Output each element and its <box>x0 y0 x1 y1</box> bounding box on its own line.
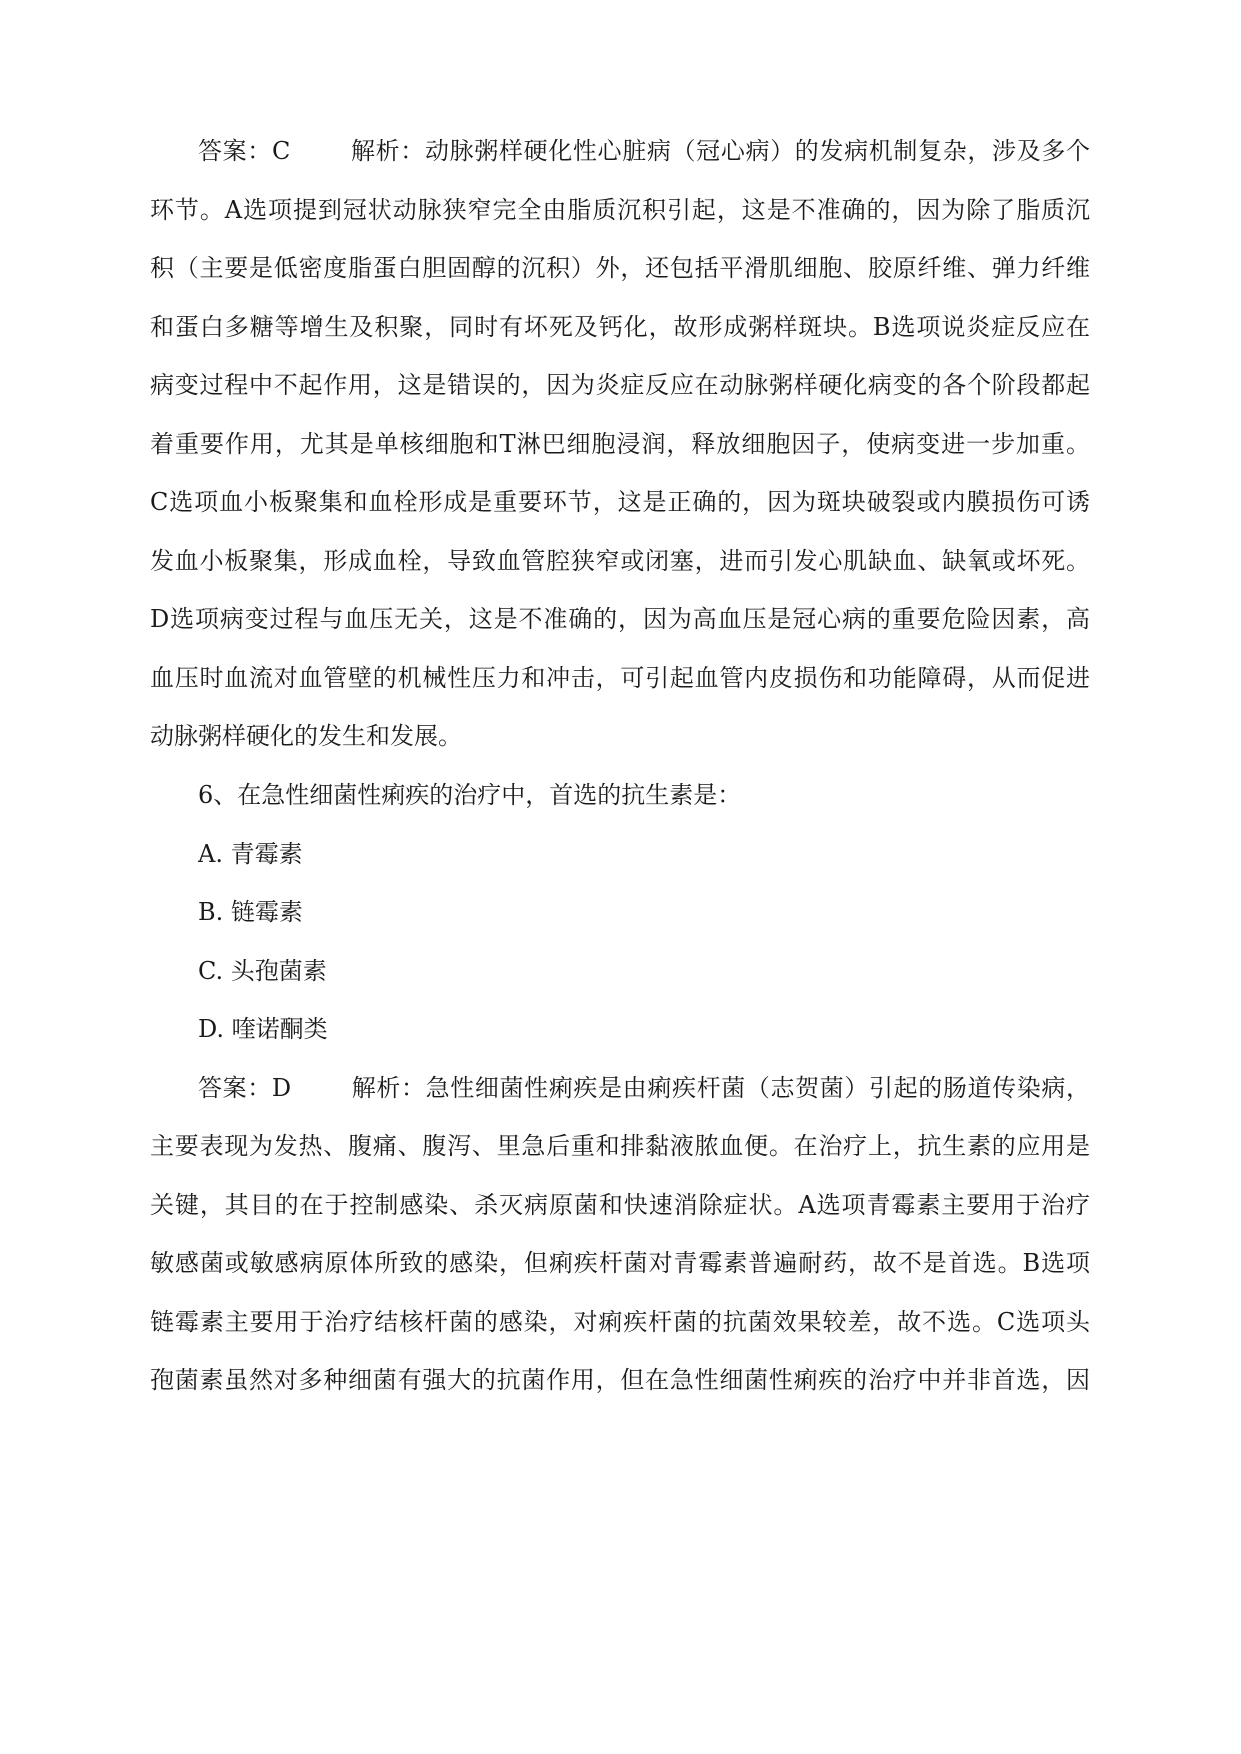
answer-5-line: 着重要作用，尤其是单核细胞和T淋巴细胞浸润，释放细胞因子，使病变进一步加重。 <box>150 430 1090 458</box>
answer-5-first-line <box>198 134 1090 168</box>
answer-5-label: 答案：C <box>198 137 291 165</box>
answer-6-line: 链霉素主要用于治疗结核杆菌的感染，对痢疾杆菌的抗菌效果较差，故不选。C选项头 <box>150 1308 1090 1336</box>
question-6-option-d: D. 喹诺酮类 <box>198 1015 328 1043</box>
question-6-option-a: A. 青霉素 <box>198 840 303 868</box>
answer-5-line: 环节。A选项提到冠状动脉狭窄完全由脂质沉积引起，这是不准确的，因为除了脂质沉 <box>150 196 1090 224</box>
answer-6-line: 关键，其目的在于控制感染、杀灭病原菌和快速消除症状。A选项青霉素主要用于治疗 <box>150 1191 1090 1219</box>
answer-6-analysis-intro: 解析：急性细菌性痢疾是由痢疾杆菌（志贺菌）引起的肠道传染病， <box>351 1074 1090 1102</box>
answer-6-line: 孢菌素虽然对多种细菌有强大的抗菌作用，但在急性细菌性痢疾的治疗中并非首选，因 <box>150 1366 1090 1394</box>
question-6-option-c: C. 头孢菌素 <box>198 957 327 985</box>
answer-5-line: 积（主要是低密度脂蛋白胆固醇的沉积）外，还包括平滑肌细胞、胶原纤维、弹力纤维 <box>150 254 1090 282</box>
answer-5-line: 动脉粥样硬化的发生和发展。 <box>150 722 462 750</box>
answer-6-line: 主要表现为发热、腹痛、腹泻、里急后重和排黏液脓血便。在治疗上，抗生素的应用是 <box>150 1132 1090 1160</box>
answer-5-line: 血压时血流对血管壁的机械性压力和冲击，可引起血管内皮损伤和功能障碍，从而促进 <box>150 664 1090 692</box>
answer-6-line: 敏感菌或敏感病原体所致的感染，但痢疾杆菌对青霉素普遍耐药，故不是首选。B选项 <box>150 1249 1090 1277</box>
answer-5-line: 和蛋白多糖等增生及积聚，同时有坏死及钙化，故形成粥样斑块。B选项说炎症反应在 <box>150 313 1090 341</box>
answer-5-analysis-intro: 解析：动脉粥样硬化性心脏病（冠心病）的发病机制复杂，涉及多个 <box>350 137 1090 165</box>
answer-5-line: D选项病变过程与血压无关，这是不准确的，因为高血压是冠心病的重要危险因素，高 <box>150 605 1090 633</box>
answer-5-line: 发血小板聚集，形成血栓，导致血管腔狭窄或闭塞，进而引发心肌缺血、缺氧或坏死。 <box>150 547 1090 575</box>
answer-5-line: C选项血小板聚集和血栓形成是重要环节，这是正确的，因为斑块破裂或内膜损伤可诱 <box>150 488 1090 516</box>
question-6-option-b: B. 链霉素 <box>198 898 303 926</box>
question-6-stem: 6、在急性细菌性痢疾的治疗中，首选的抗生素是： <box>198 781 742 809</box>
answer-6-label: 答案：D <box>198 1074 292 1102</box>
answer-5-line: 病变过程中不起作用，这是错误的，因为炎症反应在动脉粥样硬化病变的各个阶段都起 <box>150 371 1090 399</box>
answer-6-first-line <box>198 1071 1090 1105</box>
